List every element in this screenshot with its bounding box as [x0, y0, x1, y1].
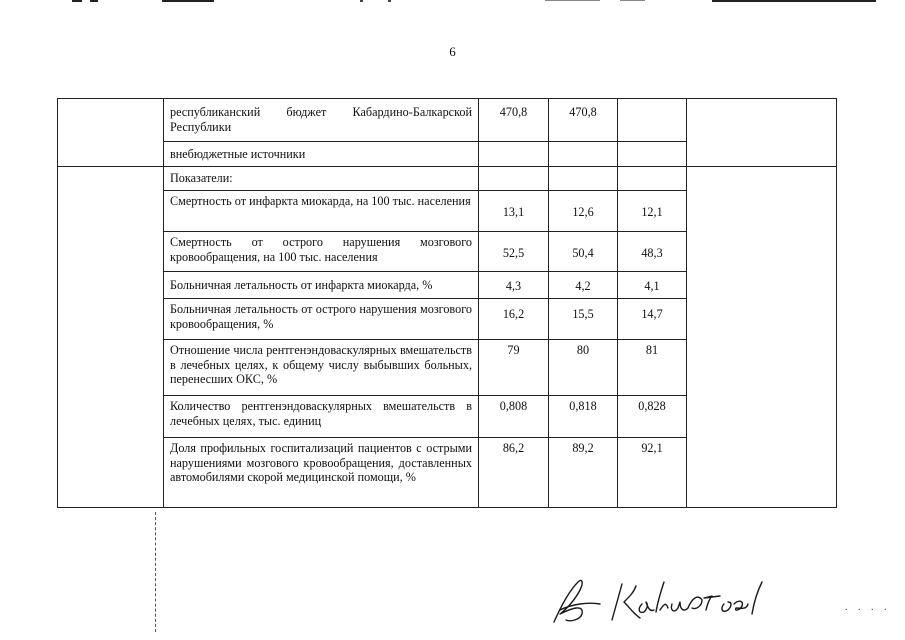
indicator-value-1: 13,1 [479, 191, 549, 232]
indicator-name: Больничная летальность от острого нарушения мозгового кровообращения, % [164, 299, 479, 340]
funding-source-text: республиканский бюджет Кабардино-Балкарской Республики [170, 105, 472, 134]
indicator-value-3: 48,3 [618, 232, 687, 272]
scan-artifact [90, 0, 98, 2]
funding-value-2 [549, 142, 618, 167]
empty-cell [479, 167, 549, 191]
scan-artifact [72, 0, 82, 2]
indicator-value-1: 86,2 [479, 438, 549, 508]
indicator-value-3: 92,1 [618, 438, 687, 508]
funding-source [164, 99, 479, 142]
funding-source: внебюджетные источники [164, 142, 479, 167]
scan-specks: . . . . [845, 602, 891, 613]
funding-value-1 [479, 142, 549, 167]
indicator-value-3: 12,1 [618, 191, 687, 232]
scan-artifact [162, 0, 214, 2]
funding-value-3 [618, 99, 687, 142]
empty-cell [549, 167, 618, 191]
indicator-value-2: 12,6 [549, 191, 618, 232]
scan-artifact [388, 0, 391, 2]
indicator-value-1: 16,2 [479, 299, 549, 340]
indicator-value-3: 4,1 [618, 272, 687, 299]
program-table [57, 98, 837, 508]
scan-artifact [712, 0, 876, 2]
scan-artifact [545, 0, 600, 1]
indicator-value-2: 4,2 [549, 272, 618, 299]
funding-row [58, 99, 837, 142]
funding-value-1: 470,8 [479, 99, 549, 142]
indicator-name: Количество рентгенэндоваскулярных вмешательств в лечебных целях, тыс. единиц [164, 396, 479, 438]
page-number: 6 [449, 44, 456, 59]
indicator-value-3: 0,828 [618, 396, 687, 438]
handwritten-signature [548, 574, 773, 634]
indicator-value-1: 4,3 [479, 272, 549, 299]
scan-artifact [620, 0, 645, 1]
indicator-value-1: 0,808 [479, 396, 549, 438]
outer-right-cell [687, 99, 837, 167]
indicator-value-2: 15,5 [549, 299, 618, 340]
outer-right-cell [687, 167, 837, 508]
indicator-value-2: 0,818 [549, 396, 618, 438]
indicator-name: Больничная летальность от инфаркта миокарда, % [164, 272, 479, 299]
indicator-value-3: 81 [618, 340, 687, 396]
indicator-name: Доля профильных госпитализаций пациентов с острыми нарушениями мозгового кровообращения, доставленных автомобилями скорой медицинской помощи, % [164, 438, 479, 508]
indicators-header-row [58, 167, 837, 191]
margin-dashed-line [155, 512, 156, 632]
indicator-name: Отношение числа рентгенэндоваскулярных вмешательств в лечебных целях, к общему числу выбывших больных, перенесших ОКС, % [164, 340, 479, 396]
indicators-header: Показатели: [164, 167, 479, 191]
indicator-value-2: 89,2 [549, 438, 618, 508]
indicator-value-3: 14,7 [618, 299, 687, 340]
indicator-name: Смертность от острого нарушения мозгового кровообращения, на 100 тыс. населения [164, 232, 479, 272]
indicator-value-2: 80 [549, 340, 618, 396]
indicator-value-1: 79 [479, 340, 549, 396]
indicator-name: Смертность от инфаркта миокарда, на 100 тыс. населения [164, 191, 479, 232]
indicator-value-1: 52,5 [479, 232, 549, 272]
outer-left-cell [58, 167, 164, 508]
outer-left-cell [58, 99, 164, 167]
empty-cell [618, 167, 687, 191]
funding-value-3 [618, 142, 687, 167]
scan-artifact [360, 0, 363, 2]
indicator-value-2: 50,4 [549, 232, 618, 272]
funding-value-2: 470,8 [549, 99, 618, 142]
